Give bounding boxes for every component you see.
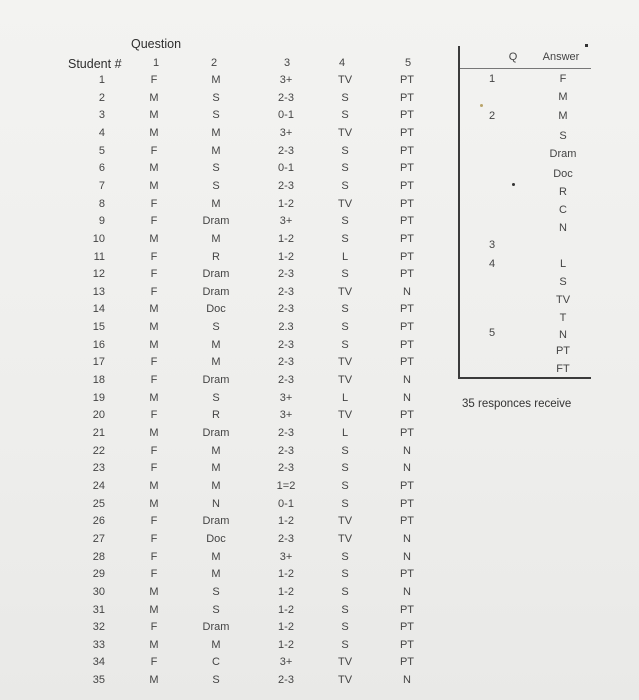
answer-q2: M [211,126,221,139]
answer-key-option: C [559,204,567,216]
answer-q1: F [150,197,158,210]
answer-q3: 1=2 [276,479,296,492]
answer-q1: F [150,374,158,387]
answer-q1: F [150,532,158,545]
answer-q2: M [211,568,221,581]
student-number: 9 [98,215,105,228]
answer-key-divider [460,68,591,69]
question-header: Question [131,37,182,51]
question-number-3: 3 [283,57,291,69]
answer-q5: N [403,285,411,298]
answer-q5: N [403,374,411,387]
answer-q2: S [212,391,220,404]
answer-q4: TV [337,656,353,669]
student-number: 1 [98,74,105,86]
answer-q3: 2-3 [278,462,294,475]
answer-key-option: T [559,312,567,324]
answer-q5: PT [399,638,415,651]
smudge-dot-2 [480,104,483,107]
answer-q4: TV [337,126,353,139]
answer-q4: S [341,550,349,563]
student-number: 31 [92,603,105,616]
answer-q4: S [341,144,349,157]
answer-q5: PT [399,268,415,281]
answer-q3: 2-3 [278,444,294,457]
answer-q5: N [403,585,411,598]
answer-q3: 2-3 [278,356,294,369]
student-number: 4 [98,126,105,139]
student-number: 10 [92,232,105,245]
answer-q1: F [150,144,158,157]
answer-key-option: N [559,329,567,341]
answer-q2: Dram [202,268,230,281]
answer-q2: S [212,321,220,334]
student-number: 5 [98,144,105,157]
answer-q4: TV [337,532,353,545]
answer-q3: 2-3 [278,427,294,439]
student-number: 8 [98,197,105,210]
answer-q2: N [212,497,220,510]
answer-q4: S [341,215,349,228]
answer-q1: F [150,621,158,634]
student-header: Student # [68,57,122,71]
answer-q5: PT [399,338,415,351]
answer-q1: F [150,285,158,298]
answer-q2: Dram [202,427,230,439]
answer-key-q-3: 3 [488,239,496,251]
student-number: 19 [92,391,105,404]
answer-key-q-1: 1 [488,73,496,85]
student-number: 7 [98,179,105,192]
answer-key-option: M [558,110,568,122]
answer-q5: PT [399,91,415,104]
answer-q1: M [149,391,159,404]
answer-q1: F [150,462,158,475]
answer-q5: N [403,462,411,475]
answer-q2: Doc [206,303,226,316]
student-number: 24 [92,479,105,492]
answer-q5: N [403,444,411,457]
answer-q3: 1-2 [278,603,294,616]
answer-key-option: R [559,186,567,198]
corner-mark [585,44,588,47]
answer-q2: Doc [206,532,226,545]
student-number: 26 [92,515,105,528]
answer-q3: 1-2 [278,515,294,528]
answer-q3: 1-2 [278,250,294,263]
answer-q1: M [149,638,159,651]
answer-q5: PT [399,162,415,175]
answer-q3: 2-3 [278,674,294,687]
answer-q5: PT [399,497,415,510]
answer-key-option: N [559,222,567,234]
answer-q1: M [149,321,159,334]
answer-q1: F [150,268,158,281]
answer-q2: S [212,179,220,192]
student-number: 21 [92,427,105,439]
student-number: 32 [92,621,105,634]
responses-note: 35 responces receive [462,398,572,410]
answer-q4: L [341,250,349,263]
question-number-2: 2 [210,57,218,69]
answer-q4: S [341,303,349,316]
answer-q1: M [149,674,159,687]
question-number-5: 5 [404,57,412,69]
student-number: 27 [92,532,105,545]
answer-q4: S [341,268,349,281]
student-number: 17 [92,356,105,369]
question-number-4: 4 [338,57,346,69]
answer-q4: S [341,585,349,598]
answer-q2: M [211,638,221,651]
answer-q3: 2-3 [278,285,294,298]
answer-q3: 2-3 [278,532,294,545]
answer-q3: 1-2 [278,232,294,245]
answer-q2: R [212,409,220,422]
answer-q1: M [149,338,159,351]
answer-q2: S [212,109,220,122]
student-number: 11 [93,250,105,263]
answer-key-option: PT [555,345,571,357]
answer-q5: PT [399,126,415,139]
answer-q5: PT [399,250,415,263]
answer-q3: 2-3 [278,179,294,192]
answer-q3: 2-3 [278,268,294,281]
student-number: 2 [98,91,105,104]
answer-q2: Dram [202,215,230,228]
answer-q4: TV [337,285,353,298]
answer-q3: 0-1 [278,109,294,122]
answer-q1: F [150,656,158,669]
answer-q4: S [341,91,349,104]
answer-q2: S [212,674,220,687]
answer-q3: 3+ [279,126,293,139]
answer-q1: F [150,356,158,369]
answer-q4: TV [337,409,353,422]
student-number: 23 [92,462,105,475]
answer-q2: Dram [202,285,230,298]
answer-key-option: Dram [549,148,577,160]
answer-q4: TV [337,515,353,528]
answer-q3: 3+ [279,409,293,422]
student-number: 6 [98,162,105,175]
answer-q5: PT [399,197,415,210]
answer-q2: S [212,603,220,616]
answer-q1: F [150,444,158,457]
answer-q1: F [150,409,158,422]
answer-q2: M [211,356,221,369]
smudge-dot [512,183,515,186]
answer-key-answer-header: Answer [542,51,580,63]
answer-q5: N [403,674,411,687]
answer-key-option: F [559,73,567,85]
answer-q5: PT [399,621,415,634]
answer-q5: PT [399,427,415,439]
answer-q4: TV [337,374,353,387]
answer-q1: F [150,550,158,563]
student-number: 30 [92,585,105,598]
answer-key-option: M [558,91,568,103]
answer-key-box [458,46,591,379]
answer-q3: 2-3 [278,91,294,104]
student-number: 14 [92,303,105,316]
answer-q4: S [341,462,349,475]
student-number: 12 [92,268,105,281]
answer-q4: TV [337,197,353,210]
answer-q4: S [341,109,349,122]
answer-q1: M [149,109,159,122]
answer-q3: 1-2 [278,568,294,581]
answer-q5: PT [399,515,415,528]
answer-q1: M [149,585,159,598]
answer-q4: TV [337,674,353,687]
answer-q2: C [212,656,220,669]
answer-q1: M [149,603,159,616]
answer-q3: 1-2 [278,638,294,651]
answer-q2: Dram [202,374,230,387]
answer-q2: M [211,338,221,351]
answer-q2: M [211,462,221,475]
answer-q1: F [150,74,158,86]
answer-q4: L [341,427,349,439]
answer-q4: S [341,497,349,510]
answer-q3: 3+ [279,656,293,669]
answer-q1: F [150,568,158,581]
answer-q2: M [211,550,221,563]
answer-q5: PT [399,603,415,616]
student-number: 22 [92,444,105,457]
answer-q5: N [403,532,411,545]
answer-key-q-5: 5 [488,327,496,339]
answer-q4: S [341,638,349,651]
answer-key-option: Doc [553,168,573,180]
answer-q5: PT [399,656,415,669]
student-number: 15 [92,321,105,334]
answer-key-q-header: Q [508,51,518,63]
answer-q4: S [341,621,349,634]
answer-q4: TV [337,356,353,369]
answer-q5: PT [399,409,415,422]
answer-q3: 3+ [279,74,293,86]
answer-q2: M [211,232,221,245]
answer-q4: S [341,603,349,616]
student-number: 33 [92,638,105,651]
answer-q3: 3+ [279,215,293,228]
answer-q2: Dram [202,515,230,528]
answer-q4: S [341,444,349,457]
answer-key-option: FT [556,363,570,375]
answer-q5: PT [399,144,415,157]
answer-q5: PT [399,321,415,334]
answer-q5: PT [399,303,415,316]
answer-q4: S [341,568,349,581]
answer-q1: F [150,250,158,263]
answer-q2: M [211,74,221,86]
answer-key-option: S [559,130,567,142]
answer-q1: M [149,91,159,104]
answer-q1: M [149,479,159,492]
answer-q4: S [341,179,349,192]
student-number: 25 [92,497,105,510]
student-number: 20 [92,409,105,422]
answer-q4: S [341,338,349,351]
answer-q2: S [212,91,220,104]
student-number: 29 [92,568,105,581]
answer-q1: M [149,179,159,192]
answer-q4: L [341,391,349,404]
answer-q5: PT [399,109,415,122]
answer-q3: 0-1 [278,162,294,175]
student-number: 18 [92,374,105,387]
answer-q3: 2-3 [278,338,294,351]
answer-q4: TV [337,74,353,86]
answer-q5: N [403,550,411,563]
answer-q3: 3+ [279,550,293,563]
question-number-1: 1 [152,57,160,69]
answer-q4: S [341,162,349,175]
answer-q5: PT [399,356,415,369]
answer-q1: M [149,497,159,510]
answer-q4: S [341,479,349,492]
answer-key-option: TV [555,294,571,306]
answer-q1: M [149,126,159,139]
answer-q5: PT [399,232,415,245]
answer-q3: 2-3 [278,303,294,316]
answer-q2: M [211,479,221,492]
answer-q1: M [149,232,159,245]
student-number: 3 [98,109,105,122]
answer-q5: N [403,391,411,404]
answer-q3: 2-3 [278,144,294,157]
student-number: 35 [92,674,105,687]
student-number: 34 [92,656,105,669]
answer-q5: PT [399,479,415,492]
answer-q2: S [212,162,220,175]
answer-q1: M [149,303,159,316]
answer-q2: Dram [202,621,230,634]
answer-q5: PT [399,74,415,86]
answer-q3: 1-2 [278,585,294,598]
answer-q4: S [341,232,349,245]
answer-q1: F [150,515,158,528]
answer-key-option: S [559,276,567,288]
answer-q1: M [149,427,159,439]
answer-q3: 0-1 [278,497,294,510]
answer-q5: PT [399,179,415,192]
answer-q4: S [341,321,349,334]
answer-q2: S [212,585,220,598]
answer-q1: F [150,215,158,228]
answer-q3: 1-2 [278,197,294,210]
answer-q2: M [211,197,221,210]
answer-q1: M [149,162,159,175]
answer-q5: PT [399,215,415,228]
answer-key-q-4: 4 [488,258,496,270]
answer-q2: M [211,144,221,157]
answer-q3: 3+ [279,391,293,404]
answer-q3: 2-3 [278,374,294,387]
answer-q2: M [211,444,221,457]
student-number: 13 [92,285,105,298]
student-number: 16 [92,338,105,351]
answer-key-q-2: 2 [488,110,496,122]
student-number: 28 [92,550,105,563]
answer-key-option: L [559,258,567,270]
answer-q2: R [212,250,220,263]
answer-q5: PT [399,568,415,581]
answer-q3: 1-2 [278,621,294,634]
answer-q3: 2.3 [278,321,294,334]
